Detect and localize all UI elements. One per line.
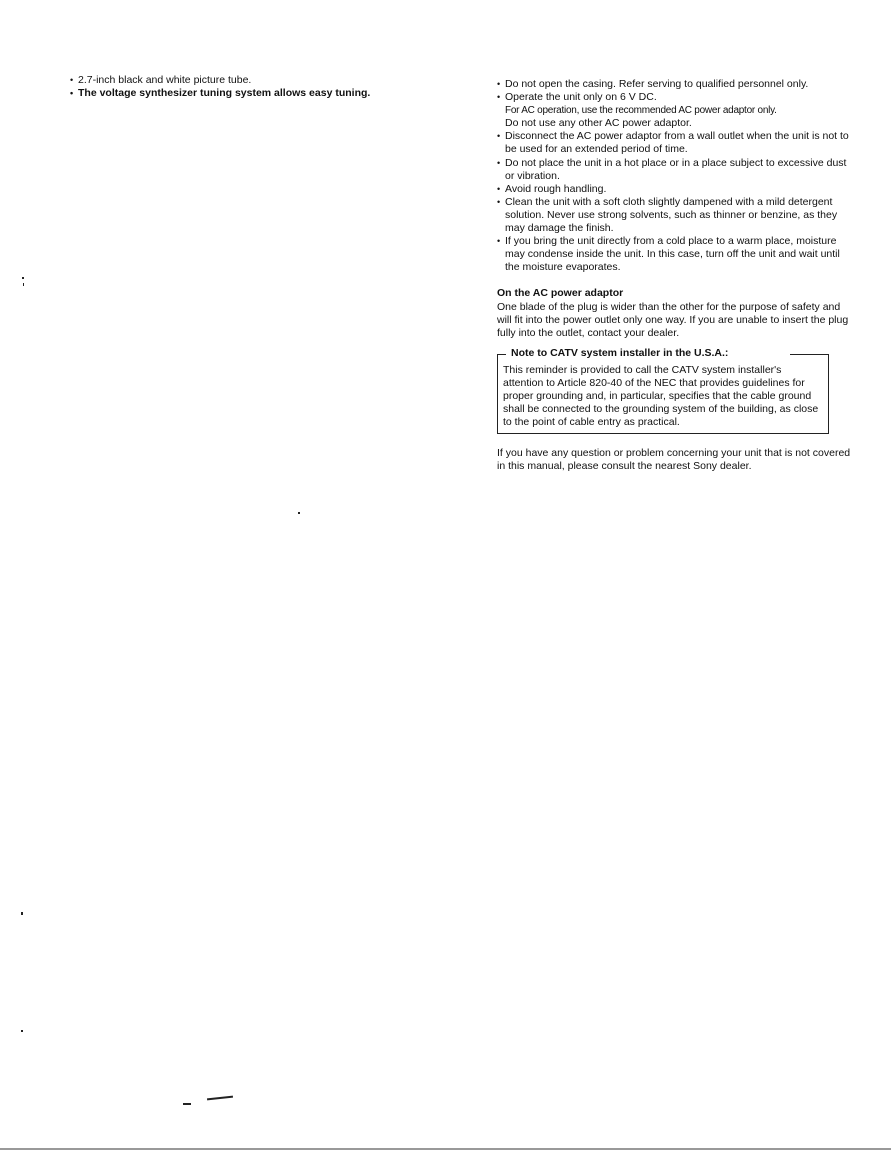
scan-speck <box>183 1103 191 1105</box>
scan-speck <box>21 912 23 915</box>
ac-operation-note: For AC operation, use the recommended AC power adaptor only. <box>505 105 777 117</box>
catv-note-box <box>497 346 829 434</box>
features-column <box>70 74 400 100</box>
catv-note-title: Note to CATV system installer in the U.S.A.: <box>511 346 729 359</box>
precaution-disconnect: • Disconnect the AC power adaptor from a wall outlet when the unit is not to be used for an extended period of time. <box>497 130 852 156</box>
catv-note-text: This reminder is provided to call the CATV system installer's attention to Article 820-40 of the NEC that provides guidelines for proper grounding and, in particular, specifies that the cable ground shall be connected to the grounding system of the building, as close to the point of cable entry as practical. <box>503 363 819 429</box>
section-gap <box>497 274 852 287</box>
scan-speck <box>23 283 24 286</box>
precaution-handling: • Avoid rough handling. <box>497 183 852 196</box>
feature-picture-tube: • 2.7-inch black and white picture tube. <box>70 74 400 87</box>
scan-speck <box>298 512 300 514</box>
precaution-cleaning: • Clean the unit with a soft cloth slightly dampened with a mild detergent solution. Never use strong solvents, such as thinner or benzine, as they may damage the finish. <box>497 196 852 235</box>
section-gap <box>497 434 852 447</box>
precaution-moisture: • If you bring the unit directly from a cold place to a warm place, moisture may condense inside the unit. In this case, turn off the unit and wait until the moisture evaporates. <box>497 235 852 274</box>
closing-text: If you have any question or problem concerning your unit that is not covered in this manual, please consult the nearest Sony dealer. <box>497 447 851 473</box>
scan-speck <box>22 277 24 279</box>
precautions-column <box>497 78 852 473</box>
precaution-placement: • Do not place the unit in a hot place or in a place subject to excessive dust or vibration. <box>497 157 852 183</box>
precaution-power: • Operate the unit only on 6 V DC. <box>497 91 852 104</box>
precaution-casing: • Do not open the casing. Refer serving to qualified personnel only. <box>497 78 852 91</box>
scan-speck <box>21 1030 23 1032</box>
adaptor-text: One blade of the plug is wider than the other for the purpose of safety and will fit into the power outlet only one way. If you are unable to insert the plug fully into the outlet, contact your dealer. <box>497 300 849 339</box>
scan-speck <box>207 1096 233 1101</box>
ac-warning: Do not use any other AC power adaptor. <box>505 117 692 130</box>
feature-tuning-system: • The voltage synthesizer tuning system allows easy tuning. <box>70 87 400 100</box>
adaptor-heading: On the AC power adaptor <box>497 287 624 300</box>
